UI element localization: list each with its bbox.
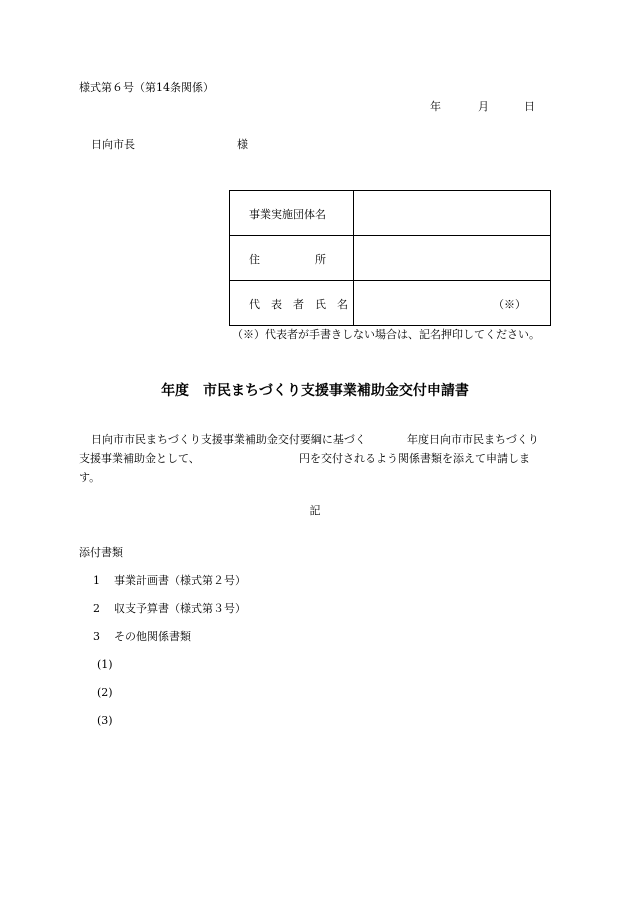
body-line-1-part-b: 年度日向市市民まちづくり <box>407 433 539 446</box>
attachment-number: 1 <box>93 574 100 587</box>
body-line-1-part-a: 日向市市民まちづくり支援事業補助金交付要綱に基づく <box>91 433 366 446</box>
body-line-2-part-b: 円を交付されるよう関係書類を添えて申請しま <box>299 452 530 465</box>
representative-label-cell <box>230 281 354 326</box>
list-item <box>0 574 630 588</box>
body-line-2 <box>79 449 551 468</box>
sub-item: (1) <box>97 658 113 671</box>
attachments-heading: 添付書類 <box>79 546 123 559</box>
table-row <box>230 191 551 236</box>
address-label: 住 所 <box>249 253 326 266</box>
date-day: 日 <box>524 100 535 113</box>
form-number: 様式第６号（第14条関係） <box>79 81 214 94</box>
addressee-suffix: 様 <box>237 138 248 151</box>
attachment-number: 3 <box>93 630 100 643</box>
table-row <box>230 281 551 326</box>
representative-note-mark: （※） <box>493 298 526 311</box>
table-row <box>230 236 551 281</box>
addressee <box>91 138 248 152</box>
date-month: 月 <box>478 100 489 113</box>
body-line-3 <box>79 468 551 487</box>
body-line-2-part-a: 支援事業補助金として、 <box>79 452 200 465</box>
attachment-label: 収支予算書（様式第３号） <box>114 602 246 615</box>
representative-value-cell[interactable] <box>354 281 551 326</box>
addressee-name: 日向市長 <box>91 138 135 151</box>
attachment-label: 事業計画書（様式第２号） <box>114 574 246 587</box>
body-line-1 <box>79 430 551 449</box>
date-year: 年 <box>430 100 441 113</box>
list-item <box>0 630 630 644</box>
attachment-label: その他関係書類 <box>114 630 191 643</box>
list-item <box>0 602 630 616</box>
organization-table <box>229 190 551 326</box>
address-value-cell[interactable] <box>354 236 551 281</box>
signature-note: （※）代表者が手書きしない場合は、記名押印してください。 <box>232 328 540 341</box>
attachment-number: 2 <box>93 602 100 615</box>
sub-item: (2) <box>97 686 113 699</box>
record-mark: 記 <box>309 504 321 517</box>
application-body <box>79 430 551 487</box>
document-title: 年度 市民まちづくり支援事業補助金交付申請書 <box>161 383 469 399</box>
org-name-value-cell[interactable] <box>354 191 551 236</box>
address-label-cell <box>230 236 354 281</box>
representative-label: 代 表 者 氏 名 <box>249 298 348 311</box>
org-name-label: 事業実施団体名 <box>249 208 326 221</box>
body-line-3-text: す。 <box>79 471 101 484</box>
org-name-label-cell <box>230 191 354 236</box>
sub-item: (3) <box>97 714 113 727</box>
